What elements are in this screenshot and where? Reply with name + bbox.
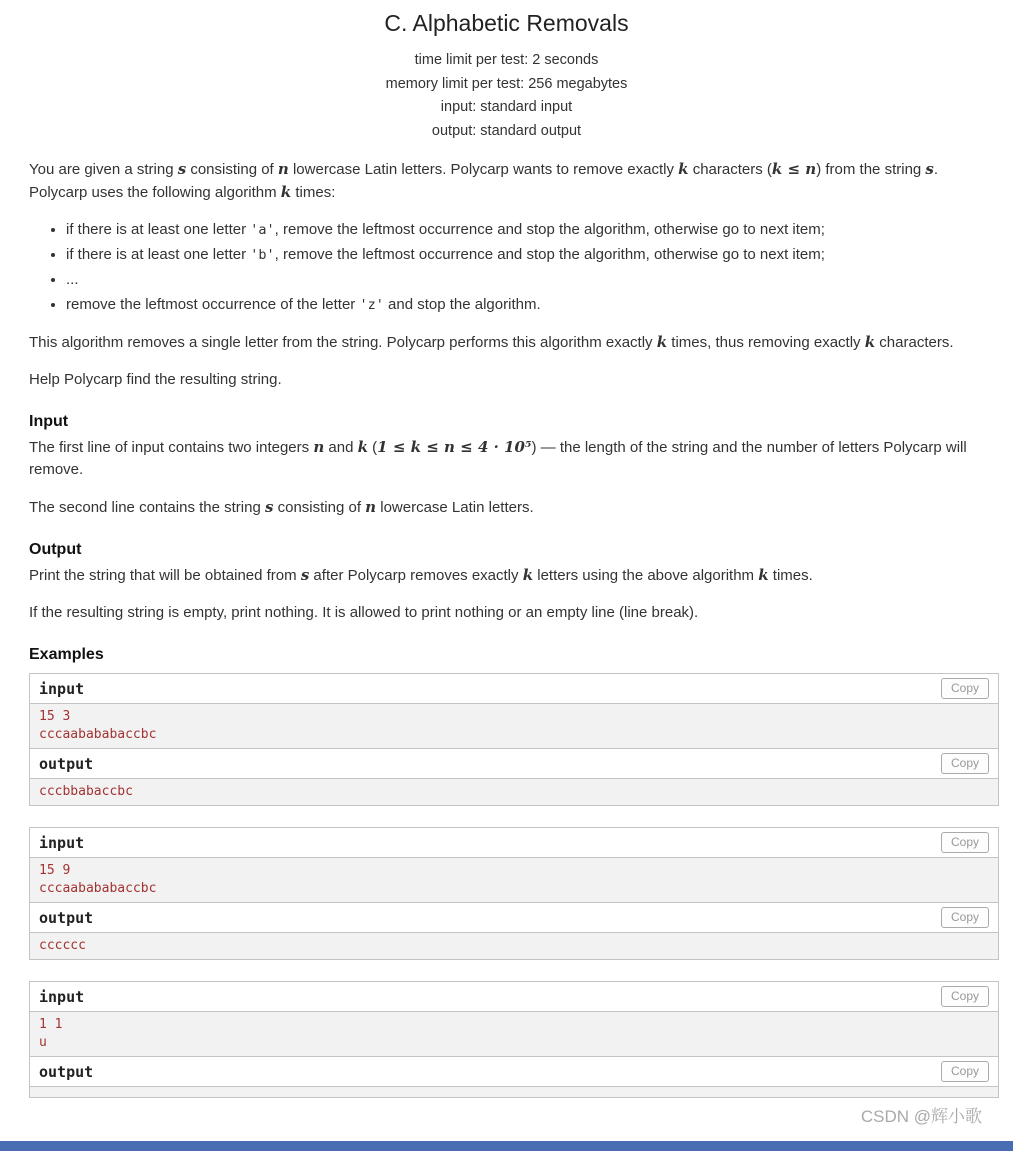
output-section xyxy=(29,541,999,624)
text-segment: consisting of xyxy=(273,499,366,516)
example-1-output-label: output xyxy=(39,754,94,773)
text-segment: remove the leftmost occurrence of the letter xyxy=(66,296,360,313)
math-segment: 1 ≤ k ≤ n ≤ 4 · 10⁵ xyxy=(377,438,532,456)
math-segment: n xyxy=(313,438,325,456)
text-segment: consisting of xyxy=(186,161,278,178)
text-segment: The second line contains the string xyxy=(29,499,265,516)
example-1 xyxy=(29,673,999,806)
code-segment: 'b' xyxy=(250,247,275,263)
math-segment: k xyxy=(678,160,689,178)
math-segment: s xyxy=(925,160,934,178)
math-segment: s xyxy=(264,498,274,516)
text-segment: This algorithm removes a single letter from the string. Polycarp performs this algorithm exactly xyxy=(29,334,657,351)
text-segment: lowercase Latin letters. Polycarp wants to remove exactly xyxy=(288,161,679,178)
text-segment: ) from the string xyxy=(816,161,926,178)
math-segment: k xyxy=(522,566,534,584)
text-segment: . Polycarp uses the following algorithm xyxy=(29,161,939,201)
text-segment: times: xyxy=(291,184,336,201)
example-2-copy-output-button[interactable]: Copy xyxy=(941,907,989,928)
code-segment: 'z' xyxy=(359,297,384,313)
text-segment: , remove the leftmost occurrence and stop the algorithm, otherwise go to next item; xyxy=(274,246,825,263)
example-3-output-pre xyxy=(30,1086,998,1097)
example-3-input-header xyxy=(30,982,998,1011)
text-segment: Print the string that will be obtained from xyxy=(29,567,301,584)
algorithm-step-b xyxy=(66,244,999,266)
example-3-copy-output-button[interactable]: Copy xyxy=(941,1061,989,1082)
example-3-input-label: input xyxy=(39,987,85,1006)
output-paragraph-1 xyxy=(29,564,999,587)
text-segment: ( xyxy=(368,439,378,456)
math-segment: k xyxy=(656,333,668,351)
example-1-input-label: input xyxy=(39,679,85,698)
example-1-output-pre: cccbbabaccbc xyxy=(30,778,998,805)
statement-intro-paragraph xyxy=(29,158,999,204)
text-segment: The first line of input contains two integers xyxy=(29,439,314,456)
text-segment: characters ( xyxy=(688,161,772,178)
example-3-output-label: output xyxy=(39,1062,94,1081)
text-segment: and xyxy=(324,439,358,456)
example-2-copy-input-button[interactable]: Copy xyxy=(941,832,989,853)
problem-header xyxy=(0,0,1013,143)
algorithm-step-ellipsis xyxy=(66,269,999,291)
csdn-watermark: CSDN @辉小歌 xyxy=(860,1107,982,1126)
input-section xyxy=(29,413,999,519)
example-1-input-pre: 15 3 cccaabababaccbc xyxy=(30,703,998,748)
example-3-output-header xyxy=(30,1056,998,1086)
text-segment: and stop the algorithm. xyxy=(383,296,541,313)
text-segment: if there is at least one letter xyxy=(66,221,251,238)
memory-limit-text: memory limit per test: 256 megabytes xyxy=(385,75,628,92)
example-1-output-header xyxy=(30,748,998,778)
problem-meta xyxy=(0,49,1013,143)
code-segment: 'a' xyxy=(250,222,275,238)
math-segment: n xyxy=(277,160,289,178)
text-segment: times, thus removing exactly xyxy=(667,334,865,351)
text-segment: lowercase Latin letters. xyxy=(376,499,534,516)
example-1-copy-output-button[interactable]: Copy xyxy=(941,753,989,774)
text-segment: ) — the length of the string and the number of letters Polycarp will remove. xyxy=(29,439,967,478)
example-2-output-label: output xyxy=(39,908,94,927)
text-segment: letters using the above algorithm xyxy=(533,567,759,584)
math-segment: k xyxy=(758,566,769,584)
math-segment: s xyxy=(177,160,187,178)
input-paragraph-1 xyxy=(29,436,999,481)
example-2-output-header xyxy=(30,902,998,932)
math-segment: k xyxy=(357,438,368,456)
example-3-copy-input-button[interactable]: Copy xyxy=(941,986,989,1007)
text-segment: , remove the leftmost occurrence and stop the algorithm, otherwise go to next item; xyxy=(274,221,825,238)
text-segment: You are given a string xyxy=(29,161,178,178)
text-segment: if there is at least one letter xyxy=(66,246,251,263)
input-paragraph-2 xyxy=(29,496,999,519)
statement-help-paragraph xyxy=(29,369,999,391)
input-heading: Input xyxy=(29,413,69,430)
text-segment: ... xyxy=(66,271,79,288)
example-3-input-pre: 1 1 u xyxy=(30,1011,998,1056)
example-3 xyxy=(29,981,999,1098)
text-segment: If the resulting string is empty, print nothing. It is allowed to print nothing or an empty line (line break). xyxy=(29,604,699,621)
math-segment: k xyxy=(864,333,876,351)
algorithm-step-a xyxy=(66,219,999,241)
math-segment: k ≤ n xyxy=(771,160,817,178)
example-1-input-header xyxy=(30,674,998,703)
example-2-output-pre: cccccc xyxy=(30,932,998,959)
text-segment: Help Polycarp find the resulting string. xyxy=(29,371,282,388)
algorithm-step-z xyxy=(66,294,999,316)
algorithm-steps-list xyxy=(29,219,999,316)
examples-heading: Examples xyxy=(29,646,104,663)
statement-section xyxy=(29,158,999,391)
math-segment: s xyxy=(300,566,310,584)
example-2-input-pre: 15 9 cccaabababaccbc xyxy=(30,857,998,902)
footer-bar xyxy=(0,1141,1013,1151)
example-2-input-header xyxy=(30,828,998,857)
input-spec-text: input: standard input xyxy=(440,99,573,115)
problem-title: C. Alphabetic Removals xyxy=(384,10,629,36)
example-2-input-label: input xyxy=(39,833,85,852)
example-1-copy-input-button[interactable]: Copy xyxy=(941,678,989,699)
time-limit-text: time limit per test: 2 seconds xyxy=(414,52,599,68)
text-segment: characters. xyxy=(875,334,954,351)
output-paragraph-2 xyxy=(29,602,999,624)
output-spec-text: output: standard output xyxy=(431,122,582,139)
statement-summary-paragraph xyxy=(29,331,999,354)
problem-content xyxy=(29,158,999,1098)
text-segment: times. xyxy=(768,567,813,584)
output-heading: Output xyxy=(29,541,82,558)
text-segment: after Polycarp removes exactly xyxy=(309,567,523,584)
math-segment: n xyxy=(365,498,377,516)
examples-section xyxy=(29,646,999,1098)
example-2 xyxy=(29,827,999,960)
math-segment: k xyxy=(280,183,292,201)
